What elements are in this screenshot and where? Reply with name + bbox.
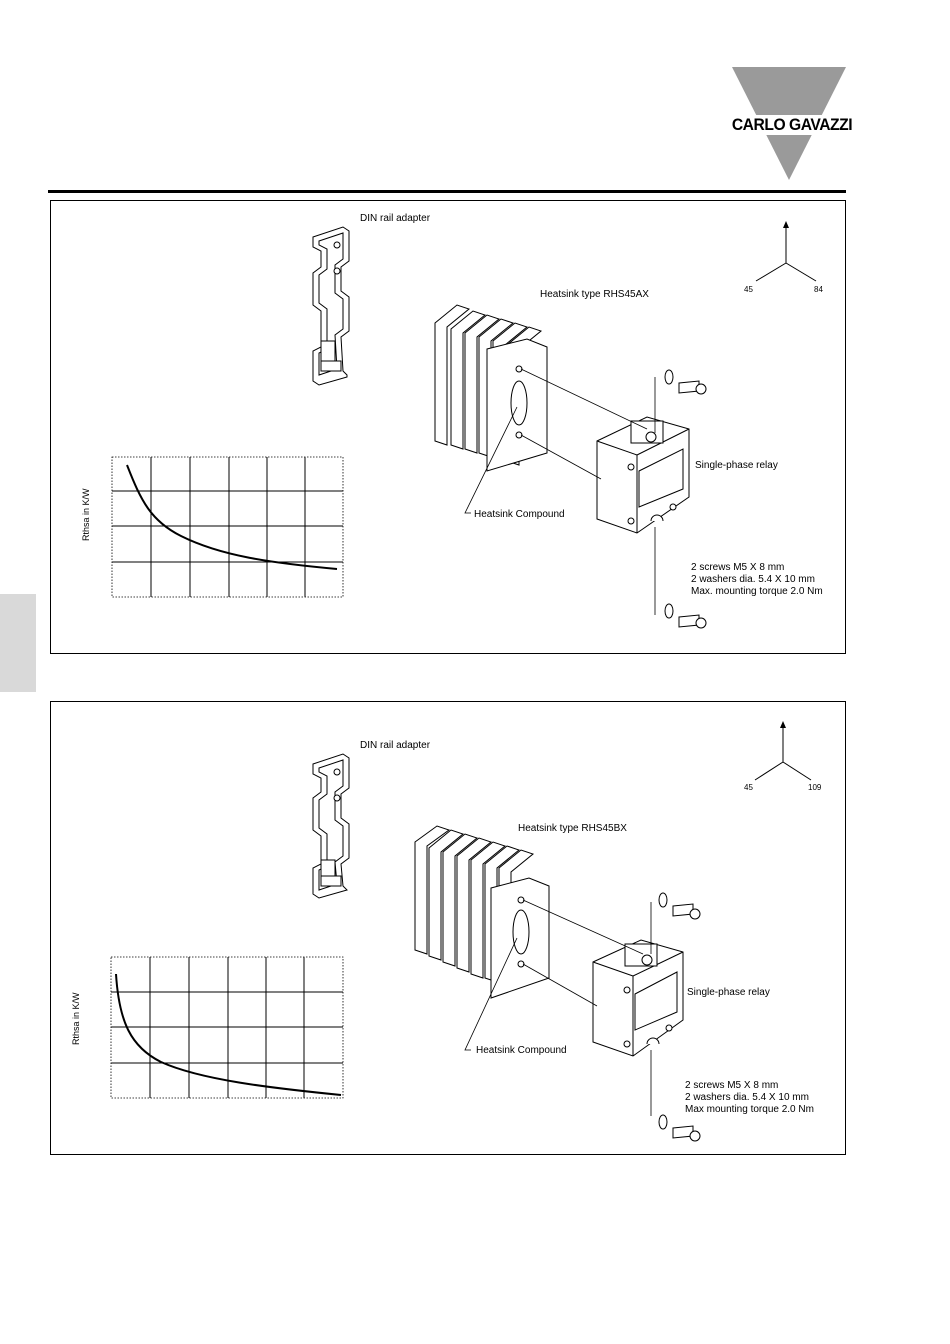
heatsink-type-label: Heatsink type RHS45AX [540,289,649,300]
header-rule [48,190,846,193]
dimension-right: 109 [808,783,822,792]
relay-label: Single-phase relay [687,987,770,998]
torque-spec: Max. mounting torque 2.0 Nm [691,586,823,597]
relay-label: Single-phase relay [695,460,778,471]
brand-logo-text: CARLO GAVAZZI [731,115,853,134]
brand-logo-triangle [0,0,950,200]
din-rail-label: DIN rail adapter [360,213,431,224]
dimension-left: 45 [744,783,753,792]
thermal-resistance-chart [51,702,847,1156]
din-rail-label: DIN rail adapter [360,740,431,751]
compound-label: Heatsink Compound [474,509,565,520]
chart-ylabel: Rthsa in K/W [71,992,81,1045]
panel-rhs45ax [50,200,846,654]
heatsink-type-label: Heatsink type RHS45BX [518,823,627,834]
dimension-left: 45 [744,285,753,294]
screws-spec: 2 screws M5 X 8 mm [685,1080,779,1091]
chart-ylabel: Rthsa in K/W [81,488,91,541]
washers-spec: 2 washers dia. 5.4 X 10 mm [685,1092,809,1103]
side-tab [0,594,36,692]
panel-rhs45bx [50,701,846,1155]
torque-spec: Max mounting torque 2.0 Nm [685,1104,814,1115]
screws-spec: 2 screws M5 X 8 mm [691,562,785,573]
washers-spec: 2 washers dia. 5.4 X 10 mm [691,574,815,585]
dimension-right: 84 [814,285,823,294]
thermal-resistance-chart [51,201,847,655]
compound-label: Heatsink Compound [476,1045,567,1056]
